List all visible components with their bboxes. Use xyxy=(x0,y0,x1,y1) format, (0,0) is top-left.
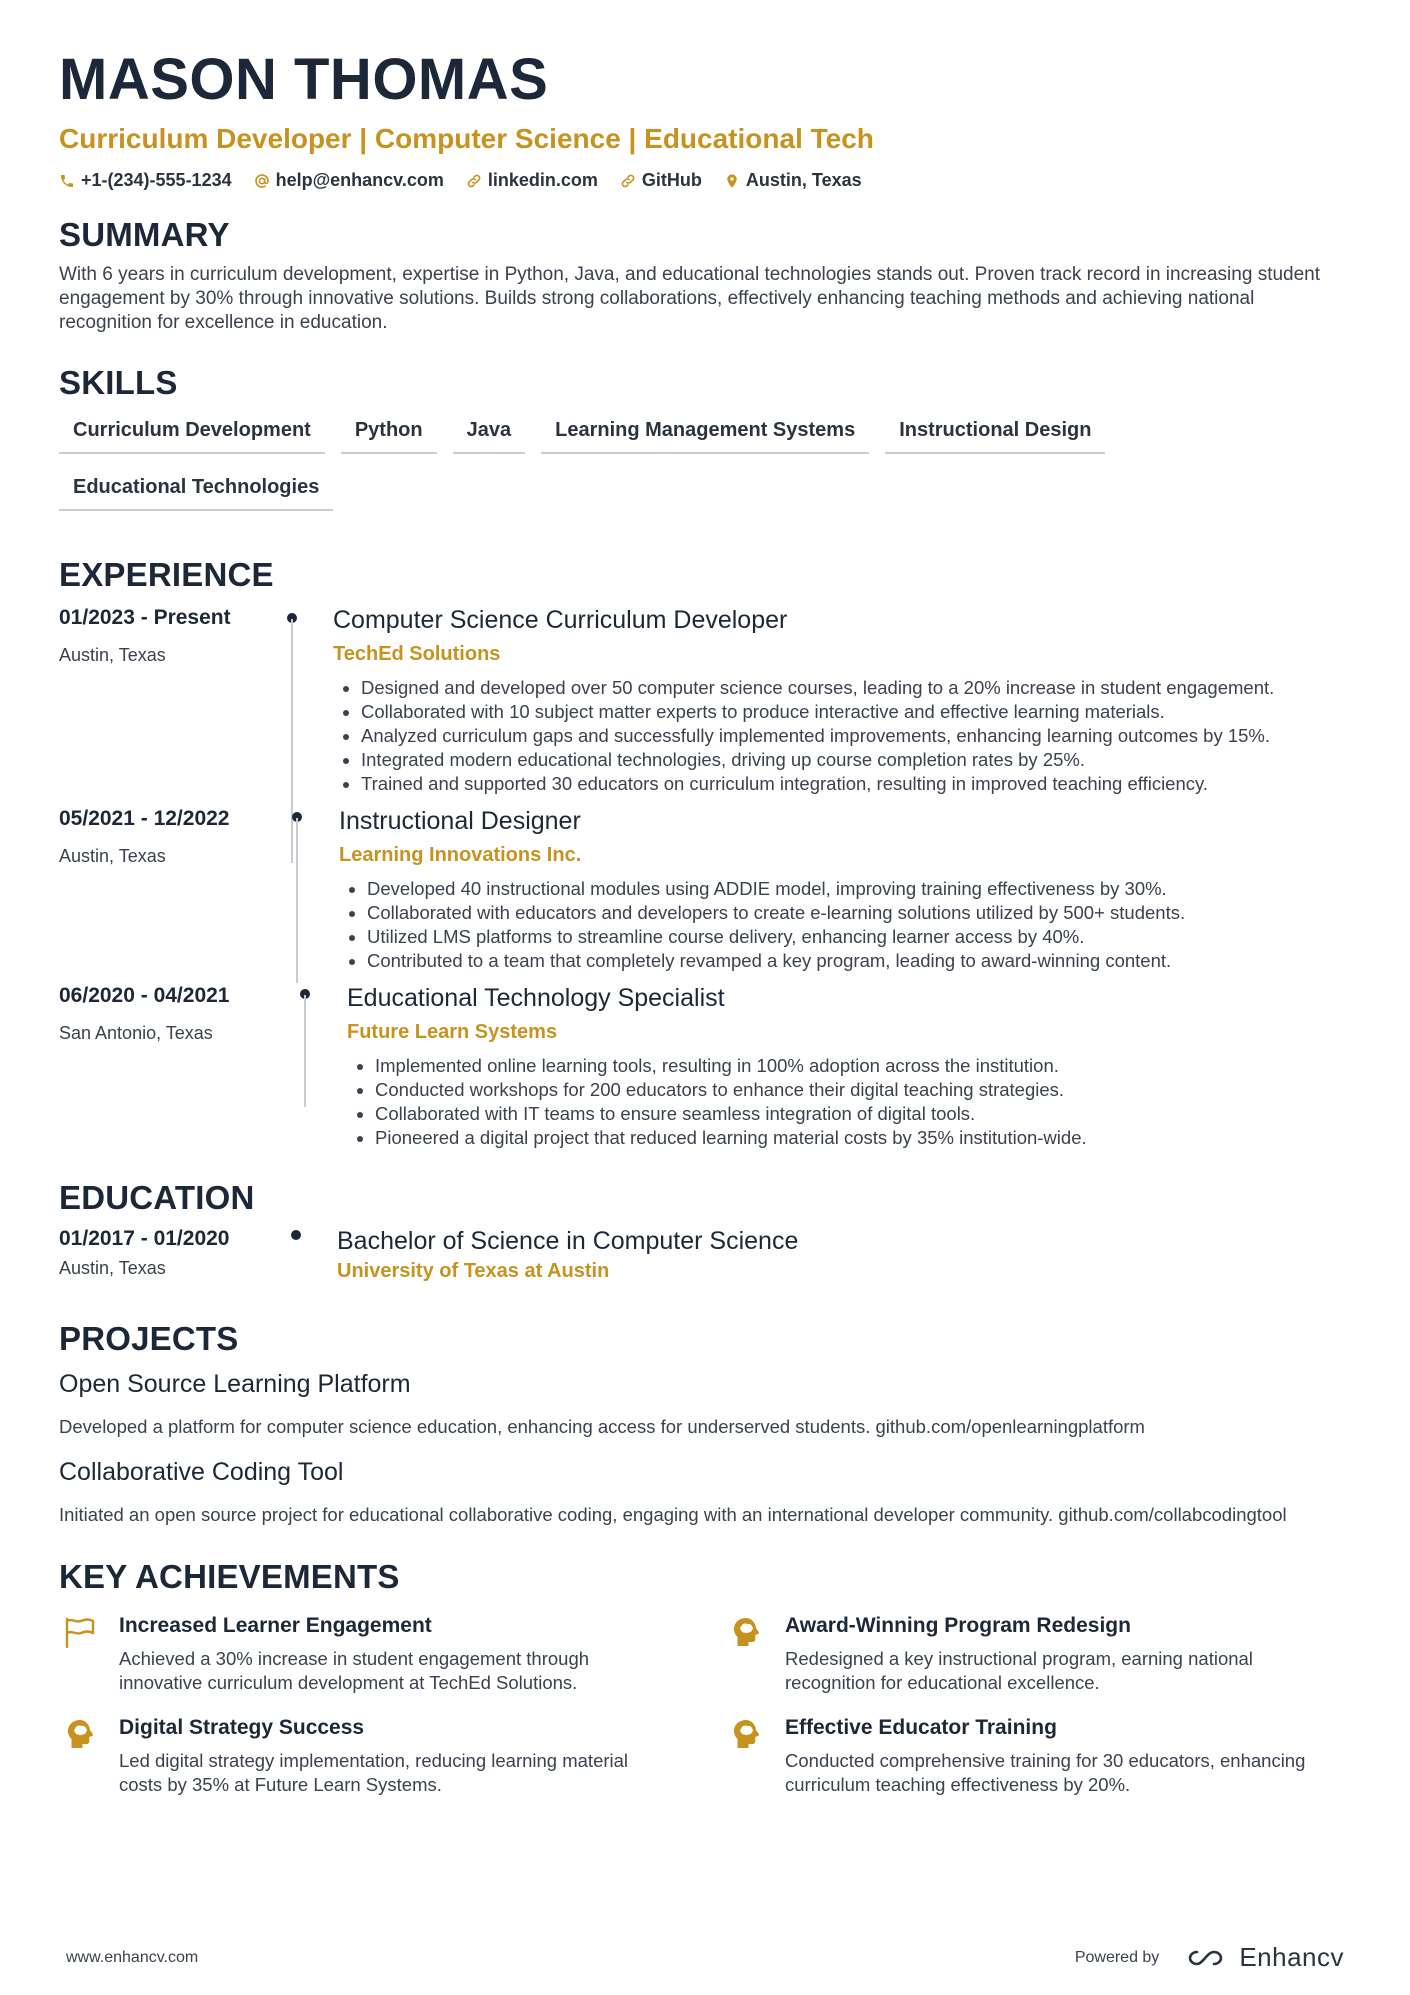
achievement-title: Increased Learner Engagement xyxy=(119,1614,432,1637)
candidate-name: MASON THOMAS xyxy=(59,47,549,112)
achievements-title: KEY ACHIEVEMENTS xyxy=(59,1558,400,1595)
job-title: Instructional Designer xyxy=(339,807,581,835)
achievement-title: Digital Strategy Success xyxy=(119,1716,365,1739)
contact-email[interactable] xyxy=(254,170,444,191)
skill-tag: Java xyxy=(453,415,526,454)
achievement-description: Conducted comprehensive training for 30 educators, enhancing curriculum teaching effectiveness by 20%. xyxy=(785,1750,1306,1795)
timeline-line xyxy=(304,995,306,1107)
projects-section xyxy=(59,1319,1351,1527)
education-school: University of Texas at Austin xyxy=(337,1260,610,1282)
powered-by-label: Powered by xyxy=(1074,1948,1160,1966)
education-degree: Bachelor of Science in Computer Science xyxy=(337,1227,799,1255)
job-bullets xyxy=(339,877,1351,973)
experience-section xyxy=(59,555,1351,1150)
project-item xyxy=(59,1457,1351,1527)
location-pin-icon xyxy=(724,173,740,189)
projects-title: PROJECTS xyxy=(59,1320,239,1357)
job-bullet: • Analyzed curriculum gaps and successfully implemented improvements, enhancing learning outcomes by 15%. xyxy=(361,724,1351,748)
skill-tag: Python xyxy=(341,415,437,454)
achievement-item xyxy=(59,1715,725,1797)
achievement-description: Redesigned a key instructional program, earning national recognition for educational excellence. xyxy=(785,1648,1253,1693)
job-bullet: • Collaborated with educators and developers to create e-learning solutions utilized by 500+ students. xyxy=(367,901,1351,925)
job-bullet: • Designed and developed over 50 computer science courses, leading to a 20% increase in student engagement. xyxy=(361,676,1351,700)
job-title: Computer Science Curriculum Developer xyxy=(333,606,788,634)
summary-section xyxy=(59,215,1351,335)
contact-phone-text: +1-(234)-555-1234 xyxy=(81,170,232,190)
job-bullet: • Collaborated with IT teams to ensure seamless integration of digital tools. xyxy=(375,1102,1351,1126)
footer-website[interactable]: www.enhancv.com xyxy=(66,1948,199,1966)
link-icon xyxy=(620,173,636,189)
job-details xyxy=(347,983,1351,1150)
achievement-title: Effective Educator Training xyxy=(785,1716,1057,1739)
job-date: 06/2020 - 04/2021 xyxy=(59,984,230,1007)
skills-title: SKILLS xyxy=(59,364,178,401)
job-bullets xyxy=(333,676,1351,796)
achievements-section xyxy=(59,1557,1351,1797)
contact-github[interactable] xyxy=(620,170,702,191)
contact-location xyxy=(724,170,862,191)
job-bullets xyxy=(347,1054,1351,1150)
contact-phone[interactable] xyxy=(59,170,232,191)
brain-head-icon xyxy=(59,1715,101,1751)
achievement-description: Achieved a 30% increase in student engagement through innovative curriculum development at TechEd Solutions. xyxy=(119,1648,590,1693)
contact-linkedin-text: linkedin.com xyxy=(487,170,598,190)
job-bullet: • Conducted workshops for 200 educators to enhance their digital teaching strategies. xyxy=(375,1078,1351,1102)
timeline-dot xyxy=(291,1230,301,1240)
education-location: Austin, Texas xyxy=(59,1258,166,1278)
job-title: Educational Technology Specialist xyxy=(347,984,725,1012)
education-details xyxy=(337,1226,1351,1283)
project-description: Initiated an open source project for educational collaborative coding, engaging with an international developer community. github.com/collabcodingtool xyxy=(59,1504,1287,1525)
contact-location-text: Austin, Texas xyxy=(745,170,862,190)
skill-tag: Instructional Design xyxy=(885,415,1105,454)
achievement-item xyxy=(725,1613,1325,1695)
summary-text: With 6 years in curriculum development, expertise in Python, Java, and educational technologies stands out. Proven track record in increasing student engagement by 30% through innovative solutions. Builds strong collaborations, effectively enhancing teaching methods and achieving national recognition for excellence in education. xyxy=(59,264,1321,333)
achievement-description: Led digital strategy implementation, reducing learning material costs by 35% at Future Learn Systems. xyxy=(119,1750,629,1795)
phone-icon xyxy=(59,173,75,189)
contact-bar xyxy=(59,170,1351,191)
job-location: Austin, Texas xyxy=(59,846,166,866)
job-date: 05/2021 - 12/2022 xyxy=(59,807,230,830)
job-location: Austin, Texas xyxy=(59,645,166,665)
brand-name: Enhancv xyxy=(1239,1942,1344,1972)
skill-tag: Curriculum Development xyxy=(59,415,325,454)
skills-section xyxy=(59,363,1351,511)
summary-title: SUMMARY xyxy=(59,216,230,253)
link-icon xyxy=(466,173,482,189)
infinity-logo-icon xyxy=(1185,1946,1231,1970)
job-bullet: • Integrated modern educational technologies, driving up course completion rates by 25%. xyxy=(361,748,1351,772)
job-location: San Antonio, Texas xyxy=(59,1023,213,1043)
job-entry xyxy=(59,806,1351,973)
brand-logo[interactable] xyxy=(1185,1942,1344,1973)
flag-icon xyxy=(59,1613,101,1649)
education-title: EDUCATION xyxy=(59,1179,255,1216)
job-entry xyxy=(59,983,1351,1150)
brain-head-icon xyxy=(725,1613,767,1649)
job-bullet: • Collaborated with 10 subject matter experts to produce interactive and effective learning materials. xyxy=(361,700,1351,724)
achievement-item xyxy=(725,1715,1325,1797)
footer xyxy=(66,1942,1344,1973)
job-bullet: • Utilized LMS platforms to streamline course delivery, enhancing learner access by 40%. xyxy=(367,925,1351,949)
powered-by xyxy=(1075,1942,1344,1973)
skill-tag: Educational Technologies xyxy=(59,472,333,511)
timeline-line xyxy=(296,818,298,983)
job-bullet: • Implemented online learning tools, resulting in 100% adoption across the institution. xyxy=(375,1054,1351,1078)
job-date: 01/2023 - Present xyxy=(59,606,231,629)
job-entry xyxy=(59,605,1351,796)
candidate-subtitle: Curriculum Developer | Computer Science | Educational Tech xyxy=(59,123,874,154)
project-item xyxy=(59,1369,1351,1439)
contact-github-text: GitHub xyxy=(641,170,702,190)
job-bullet: • Trained and supported 30 educators on curriculum integration, resulting in improved teaching efficiency. xyxy=(361,772,1351,796)
job-company: Future Learn Systems xyxy=(347,1021,558,1043)
education-entry xyxy=(59,1226,1351,1283)
job-bullet: • Pioneered a digital project that reduced learning material costs by 35% institution-wide. xyxy=(375,1126,1351,1150)
job-details xyxy=(339,806,1351,973)
job-details xyxy=(333,605,1351,796)
job-company: TechEd Solutions xyxy=(333,643,501,665)
at-icon xyxy=(254,173,270,189)
education-section xyxy=(59,1178,1351,1283)
skill-tag: Learning Management Systems xyxy=(541,415,869,454)
brain-head-icon xyxy=(725,1715,767,1751)
experience-title: EXPERIENCE xyxy=(59,556,274,593)
project-title: Open Source Learning Platform xyxy=(59,1370,411,1398)
achievements-grid xyxy=(59,1613,1351,1797)
achievement-item xyxy=(59,1613,725,1695)
achievement-title: Award-Winning Program Redesign xyxy=(785,1614,1131,1637)
project-title: Collaborative Coding Tool xyxy=(59,1458,344,1486)
job-bullet: • Developed 40 instructional modules using ADDIE model, improving training effectiveness by 30%. xyxy=(367,877,1351,901)
contact-linkedin[interactable] xyxy=(466,170,598,191)
job-company: Learning Innovations Inc. xyxy=(339,844,582,866)
project-description: Developed a platform for computer science education, enhancing access for underserved students. github.com/openlearningplatform xyxy=(59,1416,1145,1437)
skill-list xyxy=(59,415,1239,511)
resume-page xyxy=(59,48,1351,1797)
education-date: 01/2017 - 01/2020 xyxy=(59,1227,230,1250)
job-bullet: • Contributed to a team that completely revamped a key program, leading to award-winning content. xyxy=(367,949,1351,973)
contact-email-text: help@enhancv.com xyxy=(275,170,444,190)
